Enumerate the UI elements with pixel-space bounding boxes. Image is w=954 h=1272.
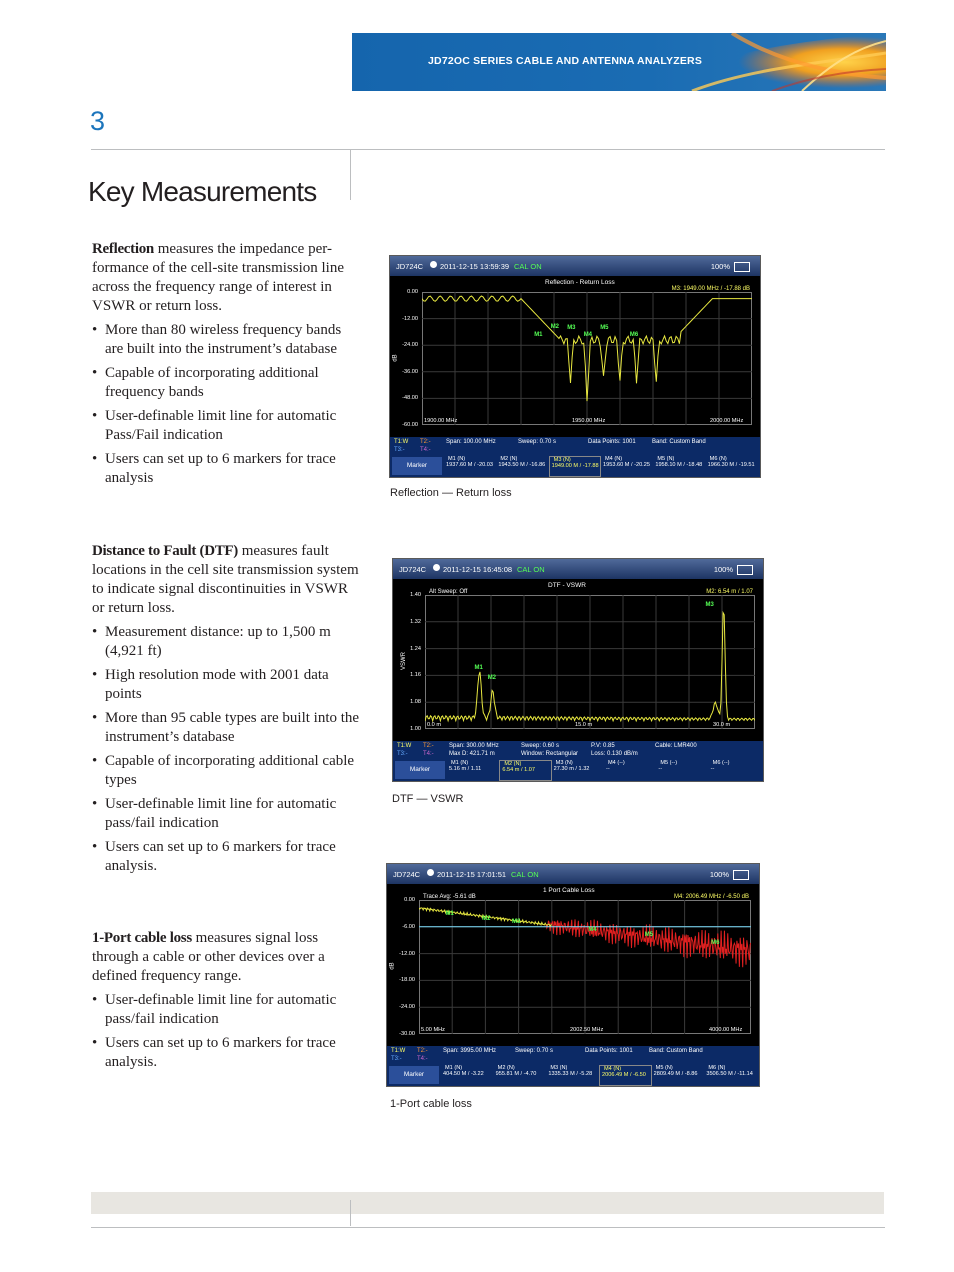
x-tick-label: 0.0 m <box>427 722 441 728</box>
marker-tag: M4 <box>583 331 593 338</box>
feature-item: • Users can set up to 6 markers for trace analysis. <box>92 1034 362 1072</box>
span-label: Span: 100.00 MHz <box>446 439 496 445</box>
marker-tag: M2 <box>550 323 560 330</box>
status-bar <box>393 559 763 579</box>
cable-loss-label: Loss: 0.130 dB/m <box>591 751 638 757</box>
sweep-label: Sweep: 0.60 s <box>521 743 560 749</box>
marker-cell[interactable] <box>601 456 651 475</box>
trace-4-label: T4:- <box>420 447 431 453</box>
trace-3-label: T3:- <box>391 1056 402 1062</box>
section-dtf <box>92 542 362 881</box>
x-tick-label: 4000.00 MHz <box>709 1027 743 1033</box>
trace-2-label: T2:- <box>417 1048 428 1054</box>
footer-divider <box>91 1227 885 1228</box>
cal-status: CAL ON <box>511 870 539 879</box>
trace-4-label: T4:- <box>417 1056 428 1062</box>
header-divider <box>91 149 885 150</box>
y-tick-label: 1.24 <box>410 645 421 652</box>
marker-tag: M1 <box>534 331 543 338</box>
marker-value: 27.30 m / 1.32 <box>553 766 590 772</box>
section-lead-text: measures the impedance per-formance of the cell-site transmission line across the frequency range of interest in VSWR or return loss. <box>92 241 345 314</box>
marker-cell[interactable] <box>447 760 497 779</box>
header-vertical-divider <box>350 150 351 200</box>
marker-cell[interactable] <box>499 760 551 781</box>
points-label: P.V: 0.85 <box>591 743 615 749</box>
points-label: Data Points: 1001 <box>588 439 636 445</box>
figure-caption: DTF — VSWR <box>392 793 464 805</box>
max-distance-label: Max D: 421.71 m <box>449 751 495 757</box>
datetime-label: 2011-12-15 16:45:08 <box>443 565 513 574</box>
section-intro <box>92 542 362 618</box>
y-tick-label: -48.00 <box>402 395 418 402</box>
marker-tag: M5 <box>600 325 609 332</box>
marker-value: 2809.49 M / -8.86 <box>653 1071 698 1077</box>
y-tick-label: -12.00 <box>399 950 415 957</box>
marker-head: M1 (N) <box>445 1065 463 1071</box>
sweep-label: Sweep: 0.70 s <box>515 1048 554 1054</box>
plot-subtitle: Trace Avg: -5.61 dB <box>423 894 476 900</box>
marker-value: 5.16 m / 1.11 <box>449 766 482 772</box>
marker-value: 2006.49 M / -6.50 <box>602 1072 646 1078</box>
y-tick-label: 1.08 <box>410 699 421 706</box>
y-tick-label: -12.00 <box>402 315 418 322</box>
marker-tag: M6 <box>629 331 639 338</box>
y-tick-label: -18.00 <box>399 977 415 984</box>
marker-head: M5 (--) <box>660 760 678 766</box>
feature-item: • Measurement distance: up to 1,500 m (4,921 ft) <box>92 623 362 661</box>
battery-icon <box>734 262 750 272</box>
page-title: Key Measurements <box>88 176 317 207</box>
marker-value: 1949.00 M / -17.88 <box>551 463 599 469</box>
trace-4-label: T4:- <box>423 751 434 757</box>
marker-head: M6 (N) <box>709 456 727 462</box>
feature-item: • More than 80 wireless frequency bands are built into the instrument’s database <box>92 321 362 359</box>
y-tick-label: -60.00 <box>402 422 418 428</box>
span-label: Span: 3995.00 MHz <box>443 1048 497 1054</box>
section-intro <box>92 240 362 316</box>
feature-list <box>92 321 362 488</box>
marker-head: M4 (--) <box>608 760 625 766</box>
y-axis-label: VSWR <box>401 652 407 670</box>
marker-head: M5 (N) <box>657 456 675 462</box>
marker-value: 404.50 M / -3.22 <box>443 1071 484 1077</box>
marker-head: M6 (N) <box>708 1065 726 1071</box>
marker-cell[interactable] <box>656 760 706 779</box>
feature-item: • Capable of incorporating additional cable types <box>92 752 362 790</box>
marker-cell[interactable] <box>546 1065 597 1084</box>
band-label: Cable: LMR400 <box>655 743 697 749</box>
marker-tag: M3 <box>705 601 714 608</box>
window-label: Window: Rectangular <box>521 751 579 757</box>
marker-value: 1937.60 M / -20.03 <box>446 462 493 468</box>
section-lead: 1-Port cable loss <box>92 930 192 946</box>
section-lead: Distance to Fault (DTF) <box>92 543 238 559</box>
marker-head: M1 (N) <box>451 760 469 766</box>
y-axis-label: dB <box>389 962 396 970</box>
marker-head: M4 (N) <box>604 1066 622 1072</box>
marker-value: 1958.10 M / -18.48 <box>655 462 703 468</box>
feature-list <box>92 623 362 876</box>
marker-cell[interactable] <box>706 456 756 475</box>
marker-tag: M2 <box>482 916 491 923</box>
marker-cell[interactable] <box>549 456 601 477</box>
marker-tag: M2 <box>487 675 497 682</box>
battery-icon <box>733 870 749 880</box>
feature-item: • Users can set up to 6 markers for trace analysis <box>92 450 362 488</box>
clock-icon <box>433 564 440 571</box>
marker-head: M3 (N) <box>550 1065 568 1071</box>
footer-vertical-divider <box>350 1200 351 1226</box>
marker-head: M2 (N) <box>497 1065 515 1071</box>
feature-item: • More than 95 cable types are built into the instrument’s database <box>92 709 362 747</box>
screenshot-reflection <box>389 255 761 478</box>
plot-area <box>422 292 752 425</box>
plot-title: DTF - VSWR <box>548 582 586 589</box>
marker-button[interactable]: Marker <box>395 761 445 779</box>
x-tick-label: 30.0 m <box>713 722 731 728</box>
points-label: Data Points: 1001 <box>585 1048 633 1054</box>
x-tick-label: 1900.00 MHz <box>424 418 458 424</box>
y-tick-label: -6.00 <box>402 923 415 930</box>
marker-button[interactable]: Marker <box>389 1066 439 1084</box>
feature-item: • Capable of incorporating additional frequency bands <box>92 364 362 402</box>
y-tick-label: 0.00 <box>404 897 415 903</box>
y-tick-label: -24.00 <box>399 1004 415 1011</box>
trace-1-label: T1:W <box>391 1048 406 1054</box>
plot-area <box>425 595 755 729</box>
screenshot-cable-loss <box>386 863 760 1087</box>
marker-head: M4 (N) <box>605 456 623 462</box>
band-label: Band: Custom Band <box>652 439 706 445</box>
marker-readout: M2: 6.54 m / 1.07 <box>706 589 753 595</box>
battery-level: 100% <box>709 870 729 879</box>
x-tick-label: 5.00 MHz <box>421 1027 445 1033</box>
info-panel <box>390 437 760 477</box>
y-tick-label: 1.00 <box>410 726 421 732</box>
plot-subtitle: Alt Sweep: Off <box>429 589 468 595</box>
y-tick-label: 0.00 <box>407 289 418 295</box>
info-panel <box>393 741 763 781</box>
cal-status: CAL ON <box>514 262 542 271</box>
banner-title: JD72OC SERIES CABLE AND ANTENNA ANALYZERS <box>428 55 703 67</box>
feature-item: • Users can set up to 6 markers for trace analysis. <box>92 838 362 876</box>
section-cable-loss <box>92 929 362 1077</box>
trace-1-label: T1:W <box>394 439 409 445</box>
y-tick-label: 1.32 <box>410 618 421 625</box>
section-lead-text: measures signal loss through a cable or other devices over a defined frequency range. <box>92 930 325 984</box>
y-axis-label: dB <box>392 353 399 362</box>
feature-item: • High resolution mode with 2001 data points <box>92 666 362 704</box>
marker-cell[interactable] <box>653 456 703 475</box>
model-label: JD724C <box>396 262 424 271</box>
marker-value: 955.81 M / -4.70 <box>495 1071 537 1077</box>
marker-value: -- <box>658 766 663 772</box>
sweep-label: Sweep: 0.70 s <box>518 439 557 445</box>
marker-head: M3 (N) <box>555 760 573 766</box>
feature-item: • User-definable limit line for automatic Pass/Fail indication <box>92 407 362 445</box>
datetime-label: 2011-12-15 13:59:39 <box>440 262 510 271</box>
marker-cell[interactable] <box>494 1065 545 1084</box>
plot-area <box>419 900 751 1034</box>
clock-icon <box>430 261 437 268</box>
y-tick-label: -36.00 <box>402 368 418 375</box>
model-label: JD724C <box>393 870 421 879</box>
trace-1-label: T1:W <box>397 743 412 749</box>
marker-tag: M6 <box>711 940 720 947</box>
marker-cell[interactable] <box>599 1065 652 1086</box>
feature-list <box>92 991 362 1072</box>
marker-head: M2 (N) <box>504 761 522 767</box>
section-reflection <box>92 240 362 493</box>
marker-value: 1943.50 M / -16.86 <box>498 462 546 468</box>
figure-caption: Reflection — Return loss <box>390 487 512 499</box>
marker-readout: M3: 1949.00 MHz / -17.88 dB <box>671 286 750 292</box>
marker-value: -- <box>606 766 610 772</box>
marker-tag: M5 <box>644 932 654 939</box>
cal-status: CAL ON <box>517 565 545 574</box>
marker-cell[interactable] <box>652 1065 703 1084</box>
y-tick-label: -24.00 <box>402 342 418 349</box>
trace-2-label: T2:- <box>420 439 431 445</box>
marker-value: 3506.50 M / -11.14 <box>706 1071 753 1077</box>
section-lead-text: measures fault locations in the cell site transmission system to indicate signal discontinuities in VSWR or return loss. <box>92 543 359 616</box>
clock-icon <box>427 869 434 876</box>
feature-item: • User-definable limit line for automatic pass/fail indication <box>92 795 362 833</box>
figure-caption: 1-Port cable loss <box>390 1098 472 1110</box>
marker-head: M5 (N) <box>655 1065 673 1071</box>
status-bar <box>387 864 759 884</box>
plot-title: Reflection - Return Loss <box>545 279 615 286</box>
marker-cell[interactable] <box>552 760 602 779</box>
x-tick-label: 2000.00 MHz <box>710 418 744 424</box>
marker-cell[interactable] <box>709 760 759 779</box>
screenshot-dtf <box>392 558 764 782</box>
footer-bar <box>91 1192 884 1214</box>
x-tick-label: 2002.50 MHz <box>570 1027 604 1033</box>
battery-level: 100% <box>713 565 733 574</box>
model-label: JD724C <box>399 565 427 574</box>
span-label: Span: 300.00 MHz <box>449 743 499 749</box>
marker-value: 1966.30 M / -19.51 <box>707 462 755 468</box>
band-label: Band: Custom Band <box>649 1048 703 1054</box>
plot-title: 1 Port Cable Loss <box>543 887 595 894</box>
marker-tag: M1 <box>474 664 483 671</box>
trace-3-label: T3:- <box>394 447 405 453</box>
datetime-label: 2011-12-15 17:01:51 <box>437 870 507 879</box>
y-tick-label: 1.40 <box>410 592 421 598</box>
marker-head: M1 (N) <box>448 456 466 462</box>
battery-icon <box>737 565 753 575</box>
marker-button[interactable]: Marker <box>392 457 442 475</box>
marker-cell[interactable] <box>444 456 494 475</box>
marker-cell[interactable] <box>704 1065 755 1084</box>
trace-3-label: T3:- <box>397 751 408 757</box>
marker-readout: M4: 2006.49 MHz / -6.50 dB <box>673 894 749 900</box>
marker-tag: M4 <box>588 926 597 933</box>
y-tick-label: -30.00 <box>399 1031 415 1037</box>
marker-head: M2 (N) <box>500 456 518 462</box>
marker-tag: M3 <box>567 325 576 332</box>
x-tick-label: 15.0 m <box>575 722 593 728</box>
marker-value: 1335.33 M / -5.28 <box>548 1071 593 1077</box>
battery-level: 100% <box>710 262 730 271</box>
section-intro <box>92 929 362 986</box>
section-lead: Reflection <box>92 241 154 257</box>
marker-value: -- <box>710 766 715 772</box>
marker-value: 6.54 m / 1.07 <box>502 767 535 773</box>
marker-head: M3 (N) <box>553 457 571 463</box>
feature-item: • User-definable limit line for automatic pass/fail indication <box>92 991 362 1029</box>
marker-tag: M1 <box>445 910 454 917</box>
marker-tag: M3 <box>511 918 521 925</box>
marker-cell[interactable] <box>496 456 546 475</box>
marker-cell[interactable] <box>604 760 654 779</box>
x-tick-label: 1950.00 MHz <box>572 418 606 424</box>
info-panel <box>387 1046 759 1086</box>
y-tick-label: 1.16 <box>410 672 421 679</box>
marker-cell[interactable] <box>441 1065 492 1084</box>
marker-head: M6 (--) <box>712 760 730 766</box>
trace-2-label: T2:- <box>423 743 434 749</box>
chapter-number: 3 <box>90 106 106 136</box>
marker-value: 1953.60 M / -20.25 <box>603 462 650 468</box>
status-bar <box>390 256 760 276</box>
header-banner <box>352 33 886 91</box>
